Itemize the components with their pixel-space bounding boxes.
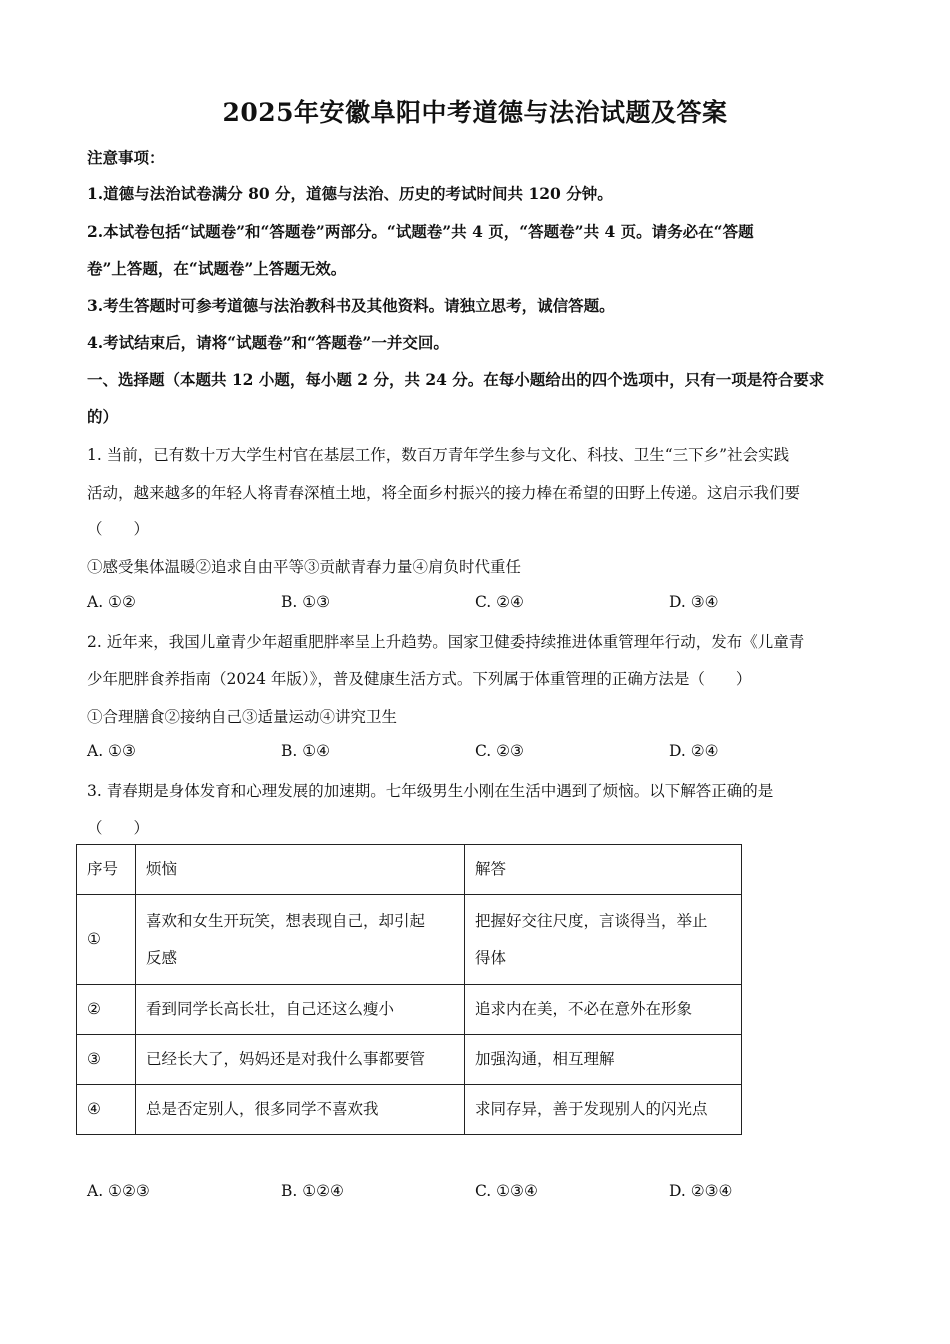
row-trouble: 已经长大了，妈妈还是对我什么事都要管 bbox=[136, 1035, 465, 1085]
notice-item-3: 3.考生答题时可参考道德与法治教科书及其他资料。请独立思考，诚信答题。 bbox=[87, 296, 615, 315]
notice-item-2: 2.本试卷包括“试题卷”和“答题卷”两部分。“试题卷”共 4 页，“答题卷”共 4 页。请务必在“答题 bbox=[87, 222, 754, 241]
q3-table bbox=[76, 844, 742, 1135]
row-trouble: 看到同学长高长壮，自己还这么瘦小 bbox=[136, 985, 465, 1035]
row-no: ③ bbox=[77, 1035, 136, 1085]
q1-option-a: A. ①② bbox=[87, 593, 136, 611]
notice-item-1: 1.道德与法治试卷满分 80 分，道德与法治、历史的考试时间共 120 分钟。 bbox=[87, 184, 613, 203]
q3-stem: 3. 青春期是身体发育和心理发展的加速期。七年级男生小刚在生活中遇到了烦恼。以下解答正确的是 bbox=[87, 782, 774, 800]
q1-option-b: B. ①③ bbox=[281, 593, 331, 611]
header-trouble: 烦恼 bbox=[136, 845, 465, 895]
notice-item-4: 4.考试结束后，请将“试题卷”和“答题卷”一并交回。 bbox=[87, 333, 449, 352]
q1-statements: ①感受集体温暖②追求自由平等③贡献青春力量④肩负时代重任 bbox=[87, 558, 522, 576]
q2-stem: 2. 近年来，我国儿童青少年超重肥胖率呈上升趋势。国家卫健委持续推进体重管理年行动，发布《儿童青 bbox=[87, 633, 805, 651]
table-row bbox=[77, 1085, 742, 1135]
q1-stem: 1. 当前，已有数十万大学生村官在基层工作，数百万青年学生参与文化、科技、卫生“三下乡”社会实践 bbox=[87, 446, 790, 464]
table-header-row bbox=[77, 845, 742, 895]
q2-stem-cont: 少年肥胖食养指南（2024 年版）》，普及健康生活方式。下列属于体重管理的正确方法是（ ） bbox=[87, 670, 752, 688]
row-answer-line: 把握好交往尺度，言谈得当，举止 bbox=[475, 911, 708, 930]
q3-option-b: B. ①②④ bbox=[281, 1182, 344, 1200]
q1-option-c: C. ②④ bbox=[475, 593, 524, 611]
row-answer: 求同存异，善于发现别人的闪光点 bbox=[465, 1085, 742, 1135]
row-no: ④ bbox=[77, 1085, 136, 1135]
q1-option-d: D. ③④ bbox=[669, 593, 719, 611]
row-answer bbox=[465, 895, 742, 985]
section-heading: 一、选择题（本题共 12 小题，每小题 2 分，共 24 分。在每小题给出的四个选项中，只有一项是符合要求 bbox=[87, 370, 825, 389]
header-answer: 解答 bbox=[465, 845, 742, 895]
q3-option-d: D. ②③④ bbox=[669, 1182, 733, 1200]
row-trouble bbox=[136, 895, 465, 985]
document-title: 2025年安徽阜阳中考道德与法治试题及答案 bbox=[222, 98, 728, 127]
q3-option-c: C. ①③④ bbox=[475, 1182, 538, 1200]
q2-option-a: A. ①③ bbox=[87, 742, 136, 760]
header-no: 序号 bbox=[77, 845, 136, 895]
row-trouble: 总是否定别人，很多同学不喜欢我 bbox=[136, 1085, 465, 1135]
row-answer: 追求内在美，不必在意外在形象 bbox=[465, 985, 742, 1035]
section-heading-cont: 的） bbox=[87, 407, 119, 426]
row-answer: 加强沟通，相互理解 bbox=[465, 1035, 742, 1085]
row-trouble-line: 喜欢和女生开玩笑，想表现自己，却引起 bbox=[146, 911, 426, 930]
q2-option-c: C. ②③ bbox=[475, 742, 524, 760]
q2-statements: ①合理膳食②接纳自己③适量运动④讲究卫生 bbox=[87, 708, 398, 726]
q2-option-d: D. ②④ bbox=[669, 742, 719, 760]
q1-stem-cont: 活动，越来越多的年轻人将青春深植土地，将全面乡村振兴的接力棒在希望的田野上传递。这启示我们要 bbox=[87, 484, 801, 502]
table-row bbox=[77, 985, 742, 1035]
row-no: ② bbox=[77, 985, 136, 1035]
q3-bracket: （ ） bbox=[87, 819, 150, 837]
q1-bracket: （ ） bbox=[87, 520, 150, 538]
row-answer-line: 得体 bbox=[475, 948, 507, 967]
notice-item-2-cont: 卷”上答题，在“试题卷”上答题无效。 bbox=[87, 259, 347, 278]
q2-option-b: B. ①④ bbox=[281, 742, 331, 760]
q3-option-a: A. ①②③ bbox=[87, 1182, 150, 1200]
table-row bbox=[77, 1035, 742, 1085]
row-no: ① bbox=[77, 895, 136, 985]
table-row bbox=[77, 895, 742, 985]
row-trouble-line: 反感 bbox=[146, 948, 178, 967]
notice-heading: 注意事项： bbox=[87, 148, 165, 167]
